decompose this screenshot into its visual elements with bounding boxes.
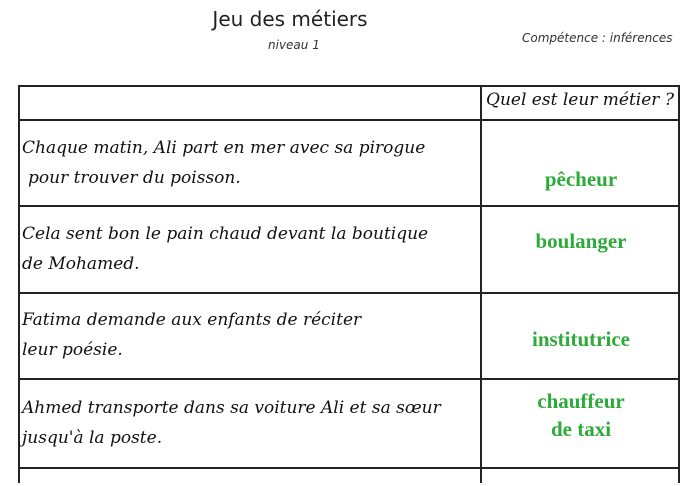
- sentence-line: de Mohamed.: [22, 254, 140, 274]
- sentence-line: leur poésie.: [22, 340, 123, 360]
- row-3-border: [18, 378, 680, 380]
- column-divider: [480, 85, 482, 483]
- answer-cell: [484, 165, 678, 193]
- table-row-sentence: [22, 393, 478, 453]
- answer-cell: [484, 227, 678, 255]
- answer-cell: [484, 387, 678, 443]
- worksheet-level: niveau 1: [268, 38, 320, 52]
- sentence-line: Chaque matin, Ali part en mer avec sa pirogue: [22, 138, 426, 158]
- answer-text: institutrice: [532, 327, 630, 351]
- metiers-table: [18, 85, 680, 483]
- answer-text: boulanger: [535, 229, 627, 253]
- table-row-sentence: [22, 219, 478, 279]
- answer-text: chauffeur: [537, 389, 625, 413]
- sentence-line: Ahmed transporte dans sa voiture Ali et sa sœur: [22, 398, 441, 418]
- row-4-border: [18, 467, 680, 469]
- answer-text: de taxi: [550, 417, 612, 441]
- table-left-border: [18, 85, 20, 483]
- answer-cell: [484, 325, 678, 353]
- table-top-border: [18, 85, 680, 87]
- worksheet-title: Jeu des métiers: [212, 7, 368, 31]
- sentence-line: jusqu'à la poste.: [22, 428, 163, 448]
- table-right-border: [678, 85, 680, 483]
- competence-label: Compétence : inférences: [522, 31, 673, 45]
- header-row-border: [18, 119, 680, 121]
- row-1-border: [18, 205, 680, 207]
- table-row-sentence: [22, 133, 478, 193]
- row-2-border: [18, 292, 680, 294]
- answer-text: pêcheur: [544, 167, 618, 191]
- sentence-line: Fatima demande aux enfants de réciter: [22, 310, 362, 330]
- answer-column-header: Quel est leur métier ?: [486, 90, 674, 110]
- table-row-sentence: [22, 305, 478, 365]
- sentence-line: Cela sent bon le pain chaud devant la boutique: [22, 224, 429, 244]
- sentence-line: pour trouver du poisson.: [28, 168, 241, 188]
